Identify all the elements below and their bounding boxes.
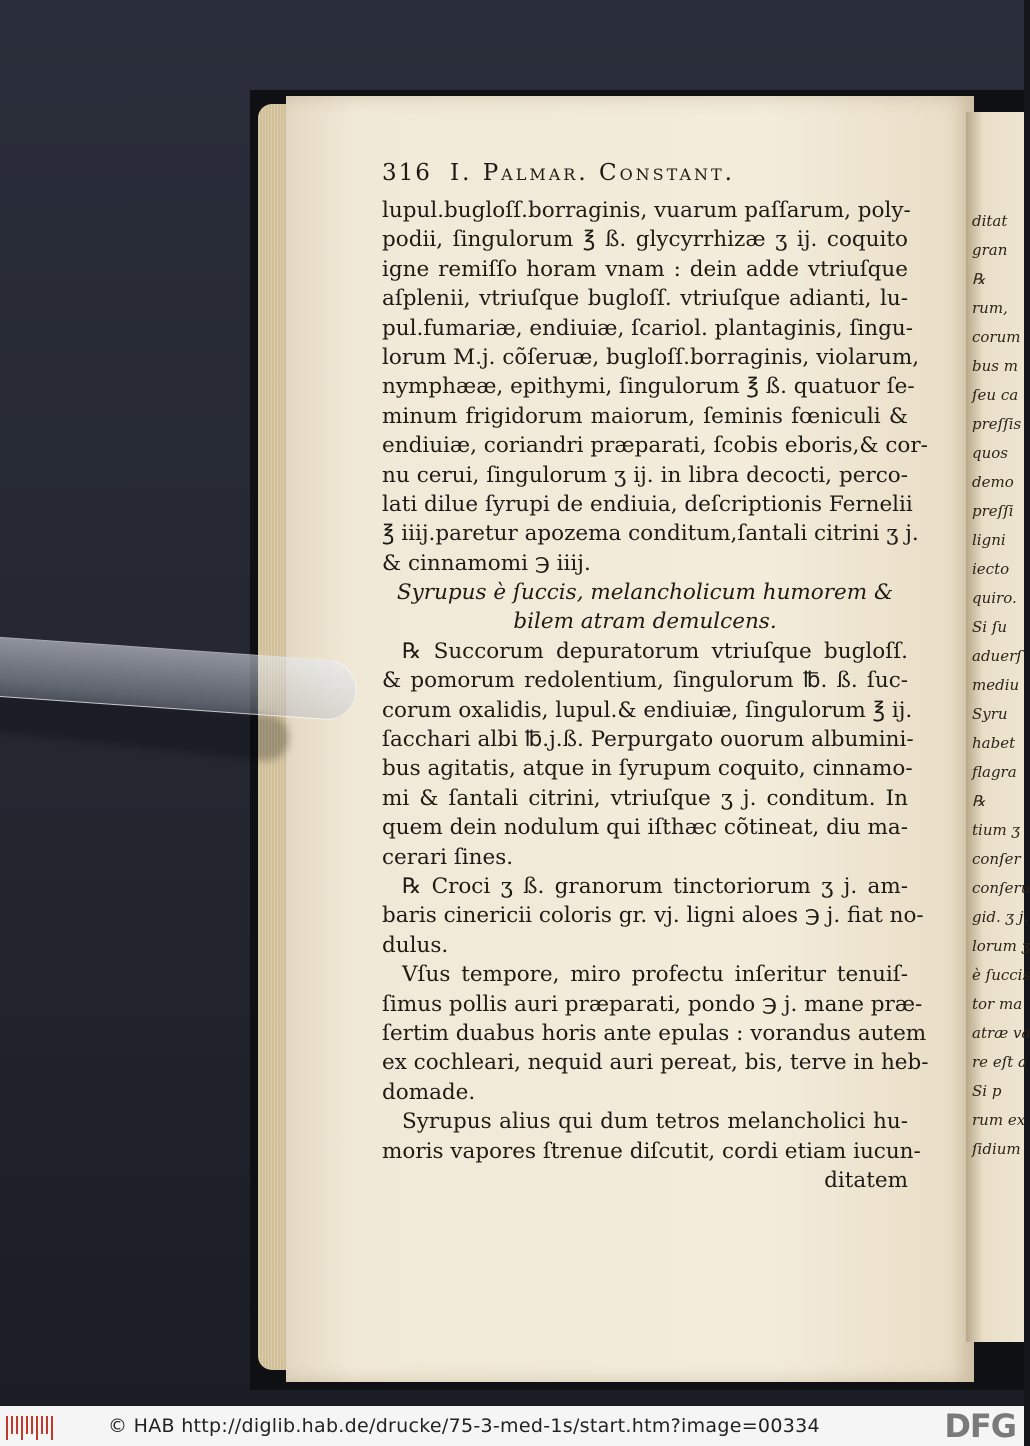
- text-line: dulus.: [382, 932, 449, 958]
- facing-page-fragment: conſer: [972, 850, 1021, 868]
- facing-page-fragment: gid. ʒ j.: [972, 908, 1029, 926]
- facing-page-fragment: aduerſ: [972, 647, 1022, 665]
- text-line: nymphææ, epithymi, ſingulorum ℥ ß. quatuor ſe-: [382, 374, 915, 400]
- paragraph-3: [382, 872, 924, 960]
- facing-page-fragment: Syru: [972, 705, 1008, 723]
- text-line: igne remiſſo horam vnam : dein adde vtriuſque: [382, 256, 908, 282]
- text-line: ℞ Croci ʒ ß. granorum tinctoriorum ʒ j. am-: [402, 873, 908, 899]
- facing-page-fragment: conſeru: [972, 879, 1030, 897]
- facing-page-fragment: preſſi: [972, 502, 1014, 520]
- page-number: 316: [382, 160, 432, 186]
- barcode-bar: [11, 1416, 13, 1434]
- text-line: & cinnamomi ℈ iiij.: [382, 550, 591, 576]
- text-line: domade.: [382, 1079, 476, 1105]
- facing-page-fragment: flagra: [972, 763, 1017, 781]
- facing-page-fragment: ℞: [972, 270, 986, 288]
- facing-page-fragment: habet: [972, 734, 1016, 752]
- text-line: baris cinericii coloris gr. vj. ligni aloes ℈ j. fiat no-: [382, 903, 924, 929]
- facing-page-fragment: Si ſu: [972, 618, 1008, 636]
- facing-page-fragment: preſſis: [972, 415, 1022, 433]
- barcode-bar: [6, 1416, 8, 1440]
- hab-barcode-logo: [6, 1410, 56, 1442]
- barcode-bar: [36, 1416, 38, 1440]
- section-heading: [382, 578, 908, 637]
- facing-page-fragment: ligni: [972, 531, 1006, 549]
- text-line: ſacchari albi ℔.j.ß. Perpurgato ouorum albumini-: [382, 727, 914, 753]
- text-line: & pomorum redolentium, ſingulorum ℔. ß. ſuc-: [382, 668, 908, 694]
- facing-page-fragment: mediu: [972, 676, 1020, 694]
- facing-page-fragment: è ſuccis: [972, 966, 1030, 984]
- text-line: ſertim duabus horis ante epulas : vorandus autem: [382, 1020, 927, 1046]
- text-line: lorum M.j. cõſeruæ, bugloſſ.borraginis, violarum,: [382, 344, 920, 370]
- barcode-bar: [51, 1416, 53, 1440]
- facing-page-fragment: tor ma: [972, 995, 1023, 1013]
- text-line: cerari ſines.: [382, 844, 514, 870]
- facing-page-fragment: lorum ʒ: [972, 937, 1030, 955]
- paragraph-5: [382, 1107, 921, 1166]
- barcode-bar: [41, 1416, 43, 1434]
- text-line: nu cerui, ſingulorum ʒ ij. in libra decocti, perco-: [382, 462, 908, 488]
- barcode-bar: [46, 1416, 48, 1434]
- text-line: ex cochleari, nequid auri pereat, bis, terve in heb-: [382, 1050, 929, 1076]
- text-line: moris vapores ſtrenue diſcutit, cordi etiam iucun-: [382, 1138, 921, 1164]
- facing-page-fragment: ſidium: [972, 1140, 1021, 1158]
- facing-page-fragment: Si p: [972, 1082, 1002, 1100]
- facing-page: [966, 112, 1030, 1342]
- text-line: minum frigidorum maiorum, ſeminis fœniculi &: [382, 403, 908, 429]
- text-line: Vſus tempore, miro profectu inſeritur tenuiſ-: [402, 962, 908, 988]
- catchword: ditatem: [824, 1167, 908, 1193]
- text-line: ℥ iiij.paretur apozema conditum,ſantali citrini ʒ j.: [382, 521, 919, 547]
- facing-page-fragment: re eſt a: [972, 1053, 1027, 1071]
- dfg-logo: DFG: [944, 1407, 1016, 1445]
- text-line: podii, ſingulorum ℥ ß. glycyrrhizæ ʒ ij. coquito: [382, 227, 908, 253]
- text-line: pul.fumariæ, endiuiæ, ſcariol. plantaginis, ſingu-: [382, 315, 914, 341]
- barcode-bar: [26, 1416, 28, 1434]
- paragraph-2: [382, 637, 914, 872]
- copyright-url[interactable]: © HAB http://diglib.hab.de/drucke/75-3-med-1s/start.htm?image=00334: [108, 1415, 820, 1437]
- text-line: mi & ſantali citrini, vtriuſque ʒ j. conditum. In: [382, 785, 908, 811]
- facing-page-fragment: demo: [972, 473, 1014, 491]
- text-line: corum oxalidis, lupul.& endiuiæ, ſingulorum ℥ ij.: [382, 697, 913, 723]
- running-head: I. Palmar. Constant.: [450, 160, 735, 186]
- page-header: [382, 160, 908, 196]
- text-line: lati dilue ſyrupi de endiuia, deſcriptionis Fernelii: [382, 491, 913, 517]
- text-line: bus agitatis, atque in ſyrupum coquito, cinnamo-: [382, 756, 913, 782]
- paragraph-4: [382, 960, 929, 1107]
- facing-page-fragment: atræ va: [972, 1024, 1030, 1042]
- facing-page-fragment: quiro.: [972, 589, 1017, 607]
- text-line: bilem atram demulcens.: [513, 609, 777, 635]
- barcode-bar: [31, 1416, 33, 1434]
- facing-page-fragment: ſeu ca: [972, 386, 1019, 404]
- text-line: lupul.bugloſſ.borraginis, vuarum paſſarum, poly-: [382, 198, 911, 223]
- facing-page-fragment: corum: [972, 328, 1021, 346]
- text-line: quem dein nodulum qui iſthæc cõtineat, diu ma-: [382, 815, 908, 841]
- barcode-bar: [16, 1416, 18, 1434]
- facing-page-fragment: rum ex: [972, 1111, 1026, 1129]
- facing-page-fragment: rum,: [972, 299, 1008, 317]
- paragraph-1: [382, 196, 928, 578]
- text-line: ſimus pollis auri præparati, pondo ℈ j. mane præ-: [382, 991, 923, 1017]
- text-line: Syrupus alius qui dum tetros melancholici hu-: [402, 1109, 908, 1135]
- facing-page-fragment: bus m: [972, 357, 1018, 375]
- page-text: [382, 160, 929, 1195]
- facing-page-fragment: quos: [972, 444, 1008, 462]
- text-line: endiuiæ, coriandri præparati, ſcobis eboris,& cor-: [382, 433, 928, 459]
- footer-bar: [0, 1406, 1024, 1446]
- text-line: Syrupus è ſuccis, melancholicum humorem &: [396, 580, 894, 606]
- facing-page-fragment: tium ʒ: [972, 821, 1020, 839]
- text-line: aſplenii, vtriuſque bugloſſ. vtriuſque adianti, lu-: [382, 286, 908, 312]
- facing-page-fragment: gran: [972, 241, 1008, 259]
- barcode-bar: [21, 1416, 23, 1440]
- facing-page-fragment: ℞: [972, 792, 986, 810]
- facing-page-fragment: iecto: [972, 560, 1010, 578]
- facing-page-fragment: ditat: [972, 212, 1008, 230]
- text-line: ℞ Succorum depuratorum vtriuſque bugloſſ.: [402, 638, 908, 664]
